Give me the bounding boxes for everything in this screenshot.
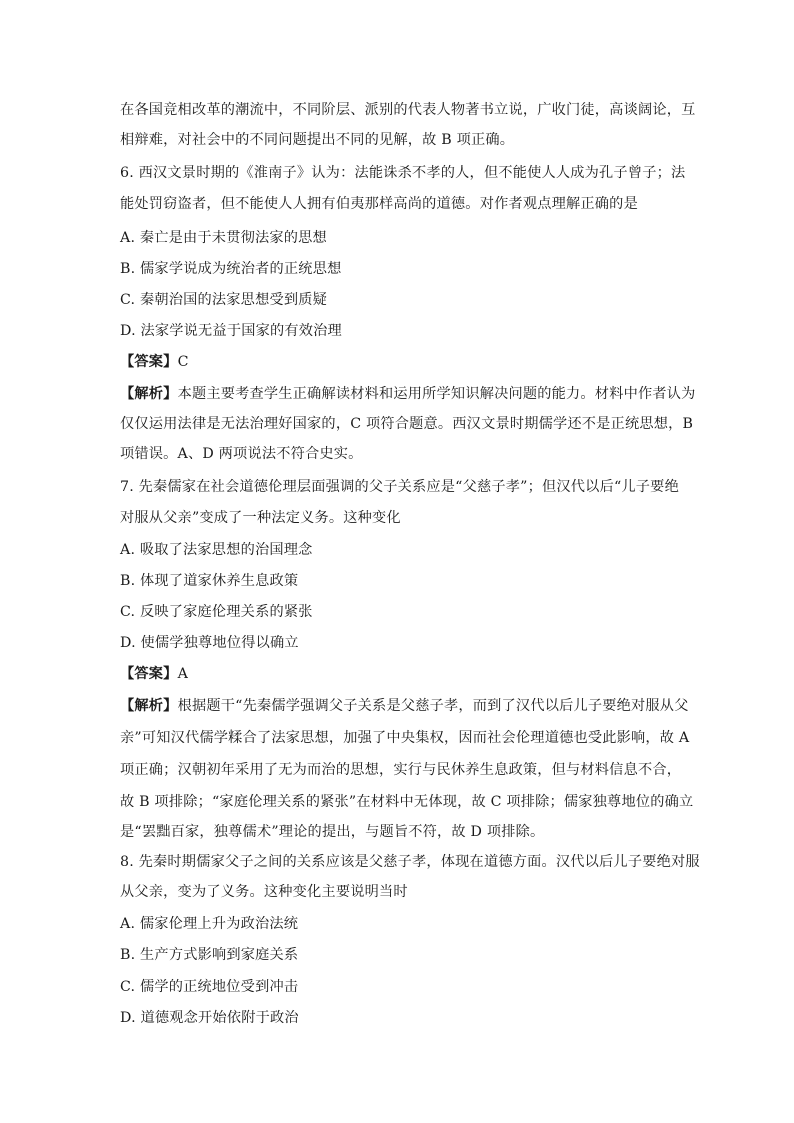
q7-option-a: A. 吸取了法家思想的治国理念 [120, 542, 313, 558]
q6-analysis-line [120, 384, 696, 404]
q8-option-b: B. 生产方式影响到家庭关系 [120, 947, 299, 963]
q7-analysis-line: 亲”可知汉代儒学糅合了法家思想，加强了中央集权，因而社会伦理道德也受此影响，故 A [120, 730, 690, 746]
q8-option-c: C. 儒学的正统地位受到冲击 [120, 979, 299, 995]
q7-option-d: D. 使儒学独尊地位得以确立 [120, 635, 299, 651]
analysis-label: 【解析】 [120, 386, 178, 402]
q8-stem-line: 从父亲，变为了义务。这种变化主要说明当时 [120, 884, 408, 900]
q6-option-c: C. 秦朝治国的法家思想受到质疑 [120, 292, 328, 308]
q8-option-d: D. 道德观念开始依附于政治 [120, 1010, 299, 1026]
q8-stem-line: 8. 先秦时期儒家父子之间的关系应该是父慈子孝，体现在道德方面。汉代以后儿子要绝对服 [120, 854, 700, 870]
q8-option-a: A. 儒家伦理上升为政治法统 [120, 916, 299, 932]
analysis-label: 【解析】 [120, 698, 178, 714]
q6-option-a: A. 秦亡是由于未贯彻法家的思想 [120, 230, 327, 246]
q7-option-b: B. 体现了道家休养生息政策 [120, 573, 299, 589]
q7-stem-line: 对服从父亲”变成了一种法定义务。这种变化 [120, 510, 401, 526]
analysis-text: 本题主要考查学生正确解读材料和运用所学知识解决问题的能力。材料中作者认为 [177, 386, 696, 402]
q7-stem-line: 7. 先秦儒家在社会道德伦理层面强调的父子关系应是“父慈子孝”；但汉代以后“儿子要绝 [120, 479, 679, 495]
answer-value: C [177, 354, 189, 370]
q6-analysis-line: 项错误。A、D 两项说法不符合史实。 [120, 446, 363, 462]
q7-analysis-line: 故 B 项排除；“家庭伦理关系的紧张”在材料中无体现，故 C 项排除；儒家独尊地位的确立 [120, 794, 694, 810]
q7-analysis-line [120, 696, 689, 716]
q5-analysis-line: 相辩难，对社会中的不同问题提出不同的见解，故 B 项正确。 [120, 132, 515, 148]
q7-option-c: C. 反映了家庭伦理关系的紧张 [120, 604, 313, 620]
answer-label: 【答案】 [120, 666, 178, 682]
answer-label: 【答案】 [120, 354, 178, 370]
q6-analysis-line: 仅仅运用法律是无法治理好国家的，C 项符合题意。西汉文景时期儒学还不是正统思想，B [120, 416, 694, 432]
q7-analysis-line: 是“罢黜百家，独尊儒术”理论的提出，与题旨不符，故 D 项排除。 [120, 824, 545, 840]
q6-stem-line: 6. 西汉文景时期的《淮南子》认为：法能诛杀不孝的人，但不能使人人成为孔子曾子；法 [120, 165, 686, 181]
answer-value: A [177, 666, 189, 682]
q5-analysis-line: 在各国竞相改革的潮流中，不同阶层、派别的代表人物著书立说，广收门徒，高谈阔论，互 [120, 102, 696, 118]
q7-answer [120, 664, 680, 684]
q6-option-d: D. 法家学说无益于国家的有效治理 [120, 323, 342, 339]
q7-analysis-line: 项正确；汉朝初年采用了无为而治的思想，实行与民休养生息政策，但与材料信息不合， [120, 762, 682, 778]
q6-option-b: B. 儒家学说成为统治者的正统思想 [120, 261, 342, 277]
q6-answer [120, 352, 680, 372]
analysis-text: 根据题干“先秦儒学强调父子关系是父慈子孝，而到了汉代以后儿子要绝对服从父 [177, 698, 689, 714]
q6-stem-line: 能处罚窃盗者，但不能使人人拥有伯夷那样高尚的道德。对作者观点理解正确的是 [120, 196, 638, 212]
